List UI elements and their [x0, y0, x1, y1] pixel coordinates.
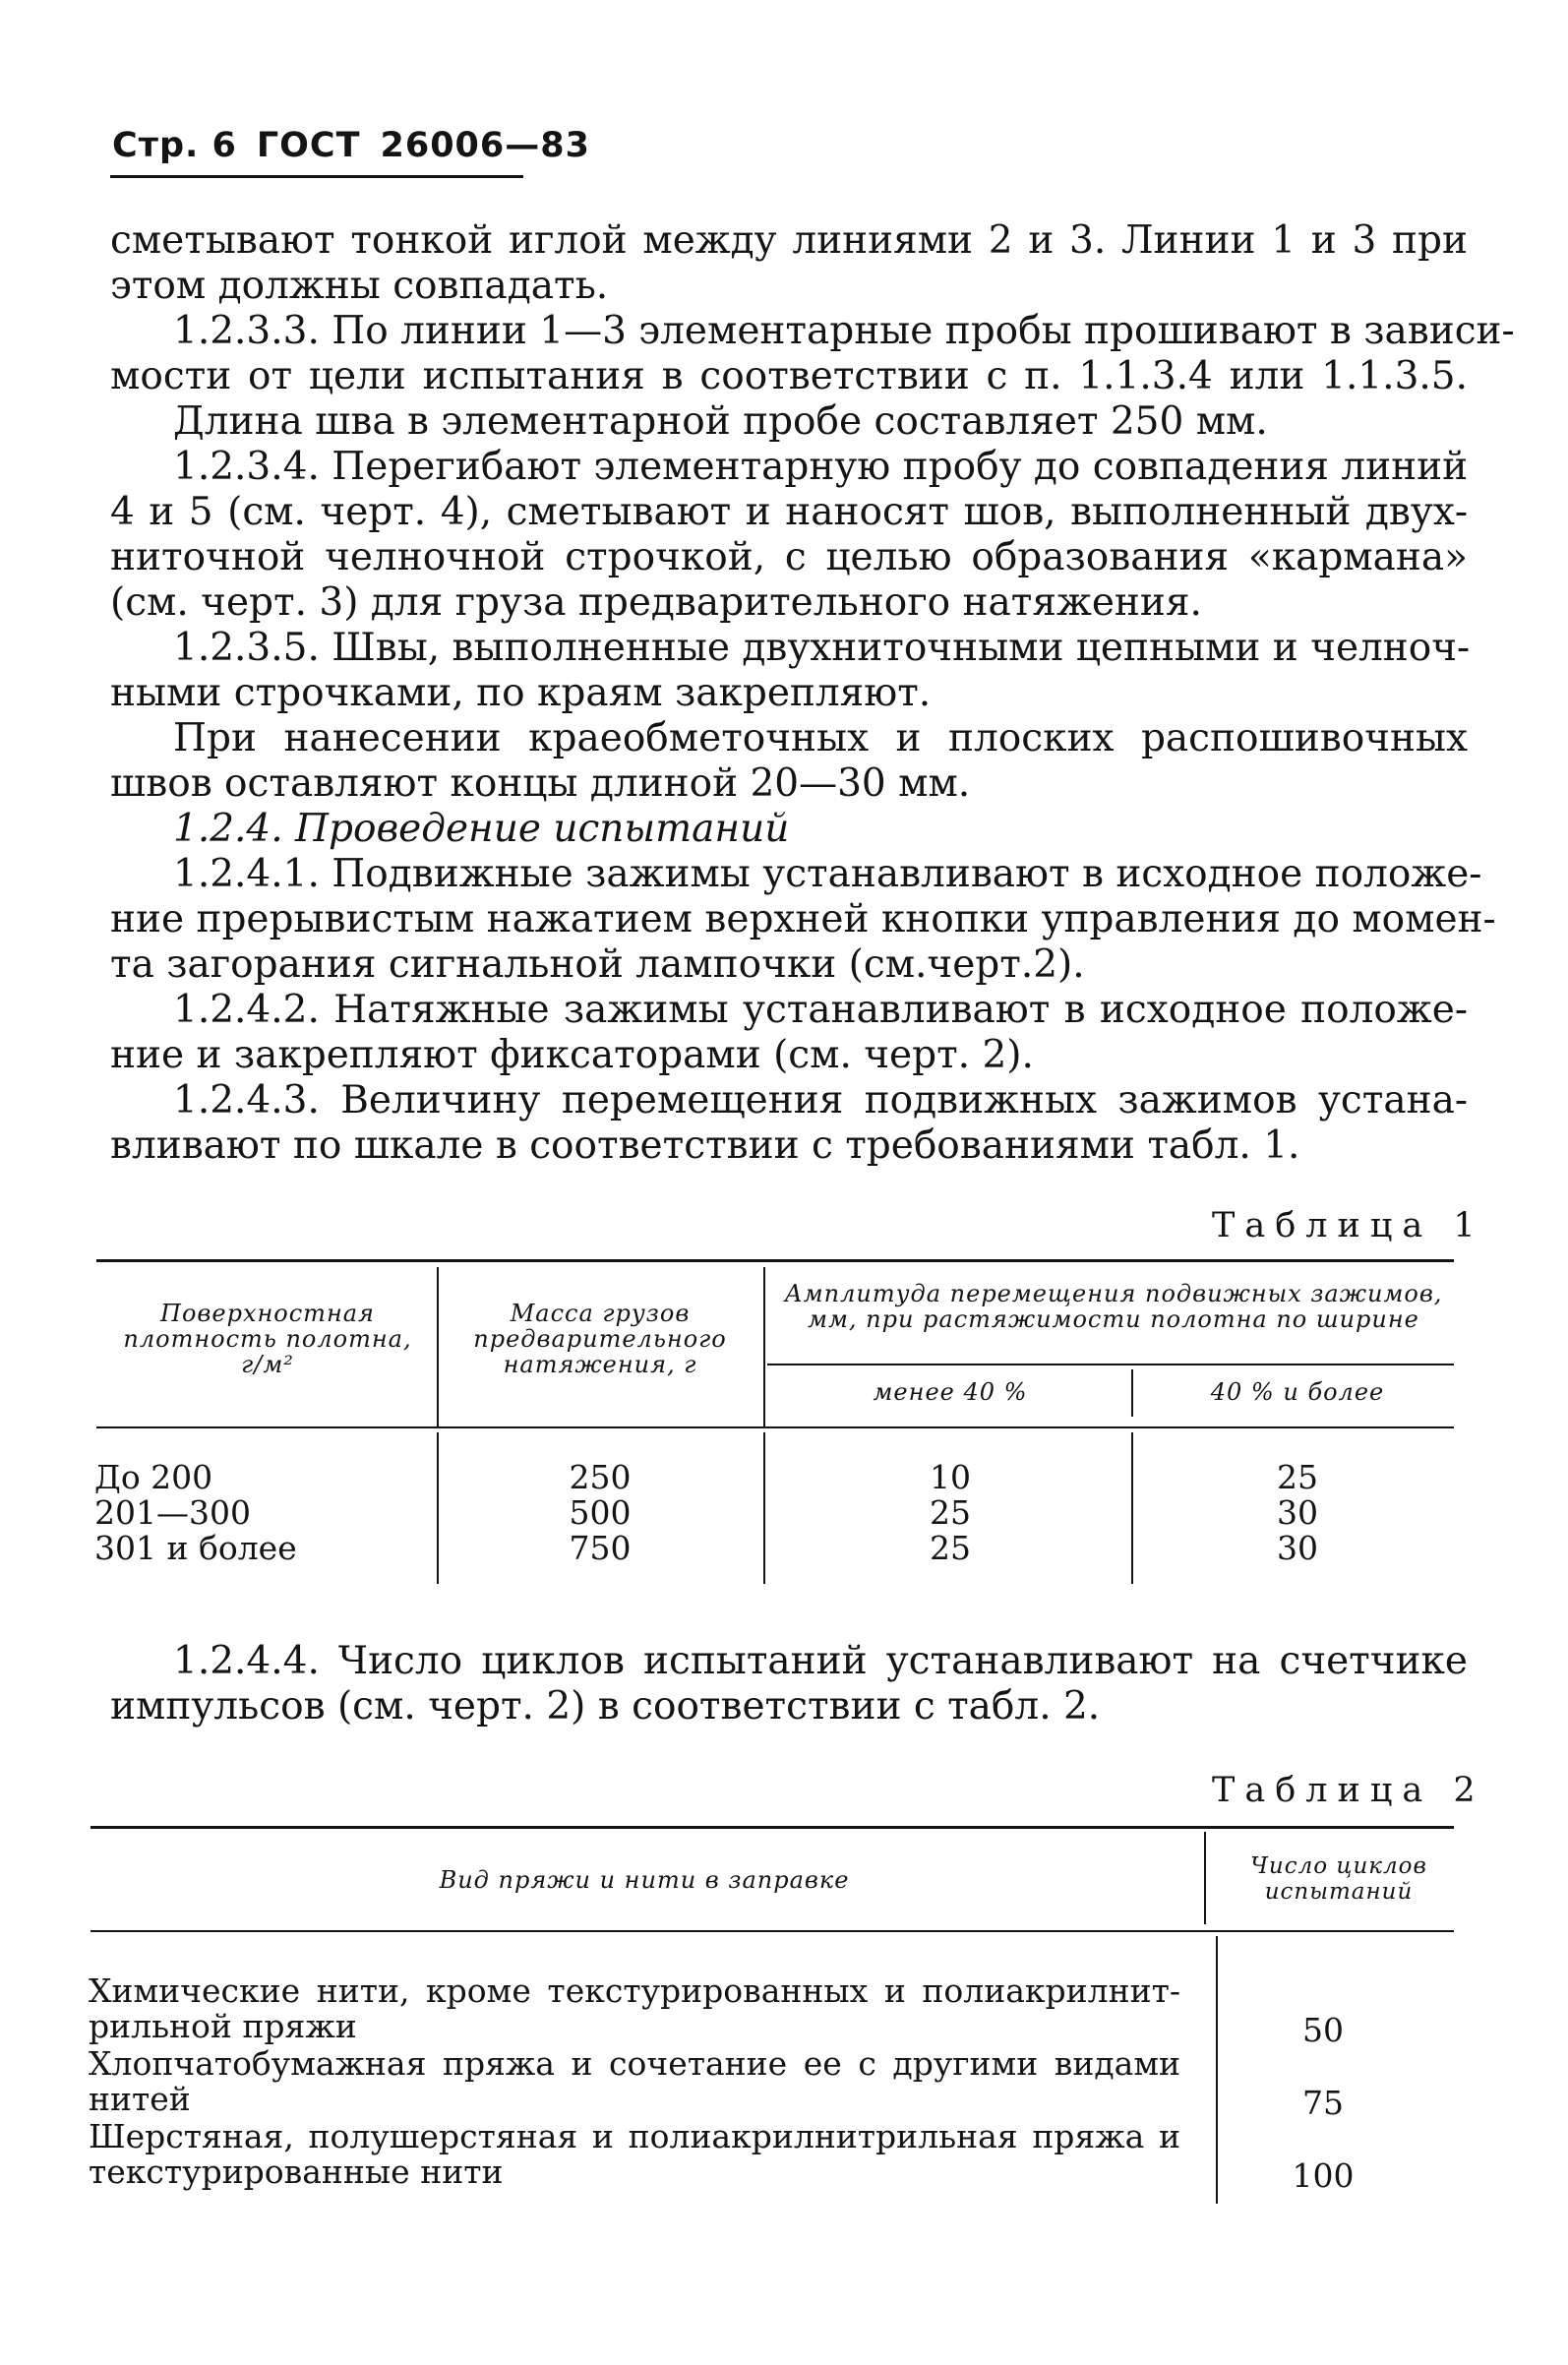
text-line: ние и закрепляют фиксаторами (см. черт. 2). — [110, 1033, 1034, 1077]
cell-more: 25 — [1277, 1458, 1318, 1496]
text-line: 1.2.3.4. Перегибают элементарную пробу до совпадения линий — [173, 445, 1469, 489]
text-line: сметывают тонкой иглой между линиями 2 и 3. Линии 1 и 3 при — [110, 218, 1468, 263]
table1-divider — [1131, 1432, 1133, 1584]
cell-density: 301 и более — [94, 1529, 297, 1567]
table2-header-cycles: Число циклов испытаний — [1250, 1853, 1427, 1905]
section-heading: 1.2.4. Проведение испытаний — [173, 807, 790, 851]
text-line: швов оставляют концы длиной 20—30 мм. — [110, 761, 971, 806]
text-line: 1.2.4.3. Величину перемещения подвижных зажимов устана- — [173, 1078, 1468, 1122]
table2-header-type: Вид пряжи и нити в заправке — [439, 1866, 850, 1894]
table1-subheader-rule — [767, 1364, 1454, 1365]
table1-header-less: менее 40 % — [873, 1378, 1028, 1406]
text-line: вливают по шкале в соответствии с требованиями табл. 1. — [110, 1123, 1300, 1168]
text-line: этом должны совпадать. — [110, 264, 609, 308]
table2-header-rule — [90, 1930, 1454, 1932]
text-line: ние прерывистым нажатием верхней кнопки управления до момен- — [110, 897, 1496, 941]
table1-header-mass: Масса грузов предварительного натяжения, г — [473, 1300, 727, 1378]
table1-divider — [437, 1267, 439, 1426]
cell-cycles: 100 — [1292, 2156, 1355, 2195]
cell-density: 201—300 — [94, 1493, 251, 1532]
table1-divider — [763, 1432, 765, 1584]
table1-divider — [763, 1267, 765, 1426]
cell-mass: 500 — [569, 1493, 632, 1532]
table1-header-density: Поверхностная плотность полотна, г/м² — [123, 1300, 412, 1378]
cell-more: 30 — [1277, 1529, 1318, 1567]
page-number: Стр. 6 — [112, 126, 237, 165]
text-line: Длина шва в элементарной пробе составляет 250 мм. — [173, 399, 1268, 444]
text-line: 1.2.4.1. Подвижные зажимы устанавливают в исходное положе- — [173, 852, 1482, 896]
cell-type-cont: нитей — [89, 2080, 191, 2118]
table2-divider — [1216, 1936, 1218, 2204]
table1-divider — [437, 1432, 439, 1584]
cell-less: 25 — [930, 1529, 971, 1567]
text-line: 1.2.4.2. Натяжные зажимы устанавливают в исходное положе- — [173, 988, 1468, 1032]
cell-mass: 250 — [569, 1458, 632, 1496]
text-line: импульсов (см. черт. 2) в соответствии с табл. 2. — [110, 1684, 1101, 1728]
text-line: 1.2.3.3. По линии 1—3 элементарные пробы прошивают в зависи- — [173, 309, 1515, 353]
cell-mass: 750 — [569, 1529, 632, 1567]
table2-caption: Таблица 2 — [1212, 1771, 1485, 1810]
table1-caption: Таблица 1 — [1212, 1206, 1485, 1245]
cell-more: 30 — [1277, 1493, 1318, 1532]
text-line: 1.2.4.4. Число циклов испытаний устанавливают на счетчике — [173, 1639, 1468, 1683]
text-line: При нанесении краеобметочных и плоских распошивочных — [173, 716, 1468, 760]
text-line: 4 и 5 (см. черт. 4), сметывают и наносят шов, выполненный двух- — [110, 490, 1468, 534]
text-line: ниточной челночной строчкой, с целью образования «кармана» — [110, 535, 1468, 579]
table1-header-amplitude: Амплитуда перемещения подвижных зажимов, мм, при растяжимости полотна по ширине — [784, 1280, 1443, 1333]
standard-label: ГОСТ — [256, 126, 361, 165]
header-rule — [110, 175, 523, 178]
text-line: та загорания сигнальной лампочки (см.черт.2). — [110, 942, 1085, 987]
cell-type: Хлопчатобумажная пряжа и сочетание ее с другими видами — [89, 2044, 1180, 2083]
text-line: мости от цели испытания в соответствии с п. 1.1.3.4 или 1.1.3.5. — [110, 354, 1468, 398]
cell-type-cont: рильной пряжи — [89, 2007, 357, 2045]
cell-less: 25 — [930, 1493, 971, 1532]
text-line: (см. черт. 3) для груза предварительного натяжения. — [110, 580, 1202, 625]
cell-cycles: 75 — [1302, 2084, 1344, 2122]
table2-divider — [1204, 1832, 1206, 1924]
standard-number: 26006—83 — [380, 126, 590, 165]
page-header — [112, 126, 610, 165]
cell-type-cont: текстурированные нити — [89, 2153, 504, 2191]
text-line: ными строчками, по краям закрепляют. — [110, 671, 932, 715]
table2-top-rule — [90, 1826, 1454, 1829]
text-line: 1.2.3.5. Швы, выполненные двухниточными цепными и челноч- — [173, 626, 1471, 670]
cell-density: До 200 — [94, 1458, 213, 1496]
table1-header-more: 40 % и более — [1210, 1378, 1385, 1406]
cell-type: Шерстяная, полушерстяная и полиакрилнитрильная пряжа и — [89, 2117, 1180, 2155]
cell-less: 10 — [930, 1458, 971, 1496]
table1-divider — [1131, 1369, 1133, 1417]
cell-type: Химические нити, кроме текстурированных и полиакрилнит- — [89, 1971, 1180, 2010]
cell-cycles: 50 — [1302, 2011, 1344, 2049]
table1-top-rule — [96, 1259, 1454, 1262]
table1-header-rule — [96, 1426, 1454, 1428]
